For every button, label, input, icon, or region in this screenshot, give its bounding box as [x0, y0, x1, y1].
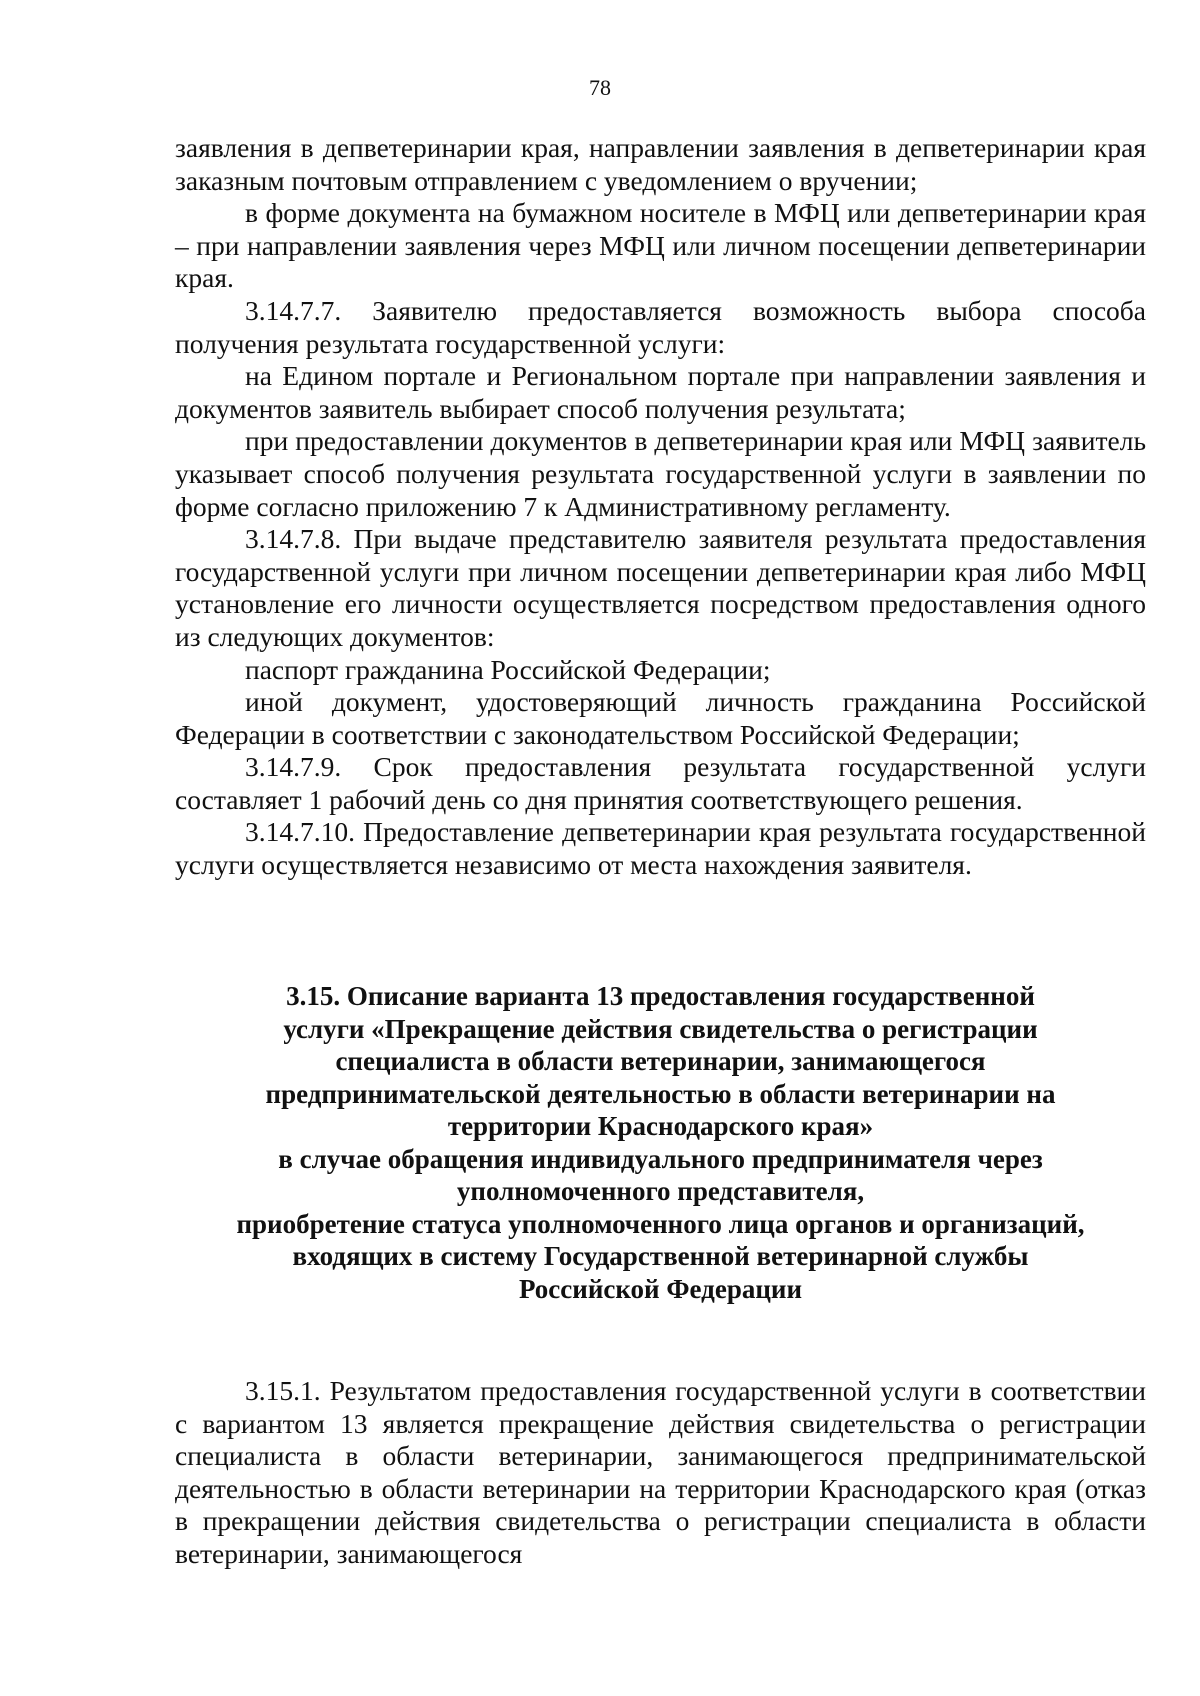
heading-line: услуги «Прекращение действия свидетельства о регистрации — [283, 1013, 1038, 1044]
heading-line: предпринимательской деятельностью в области ветеринарии на — [265, 1078, 1056, 1109]
paragraph-6: 3.14.7.8. При выдаче представителю заявителя результата предоставления государственной услуги при личном посещении депветеринарии края либо МФЦ установление его личности осуществляется посредством предоставления одного из следующих документов: — [175, 523, 1146, 652]
heading-line: территории Краснодарского края» — [447, 1111, 874, 1141]
heading-line: Российской Федерации — [518, 1273, 803, 1304]
paragraph-5: при предоставлении документов в депветеринарии края или МФЦ заявитель указывает способ получения результата государственной услуги в заявлении по форме согласно приложению 7 к Административному регламенту. — [175, 425, 1146, 522]
heading-line: входящих в систему Государственной ветеринарной службы — [292, 1241, 1029, 1271]
paragraph-3: 3.14.7.7. Заявителю предоставляется возможность выбора способа получения результата государственной услуги: — [175, 294, 1146, 359]
paragraph-2: в форме документа на бумажном носителе в МФЦ или депветеринарии края – при направлении заявления через МФЦ или личном посещении депветеринарии края. — [175, 197, 1146, 294]
paragraph-10: 3.14.7.10. Предоставление депветеринарии края результата государственной услуги осуществляется независимо от места нахождения заявителя. — [175, 816, 1146, 881]
page-number: 78 — [589, 75, 611, 100]
heading-line: в случае обращения индивидуального предпринимателя через — [278, 1143, 1043, 1174]
paragraph-4: на Едином портале и Региональном портале при направлении заявления и документов заявитель выбирает способ получения результата; — [175, 360, 1146, 424]
paragraph-1: заявления в депветеринарии края, направлении заявления в депветеринарии края заказным почтовым отправлением с уведомлением о вручении; — [175, 132, 1146, 196]
heading-line: 3.15. Описание варианта 13 предоставления государственной — [286, 981, 1035, 1011]
section-heading — [175, 980, 1146, 1305]
body-text-bottom — [175, 1375, 1146, 1571]
paragraph-11: 3.15.1. Результатом предоставления государственной услуги в соответствии с вариантом 13 является прекращение действия свидетельства о регистрации специалиста в области ветеринарии, занимающегося предпринимательской деятельностью в области ветеринарии на территории Краснодарского края (отказ в прекращении действия свидетельства о регистрации специалиста в области ветеринарии, занимающегося — [175, 1375, 1146, 1569]
heading-line: специалиста в области ветеринарии, занимающегося — [335, 1046, 986, 1076]
heading-line: приобретение статуса уполномоченного лица органов и организаций, — [236, 1208, 1085, 1239]
body-text-top — [175, 132, 1146, 882]
heading-line: уполномоченного представителя, — [456, 1176, 865, 1206]
paragraph-8: иной документ, удостоверяющий личность гражданина Российской Федерации в соответствии с законодательством Российской Федерации; — [175, 686, 1146, 750]
paragraph-7: паспорт гражданина Российской Федерации; — [245, 653, 771, 685]
paragraph-9: 3.14.7.9. Срок предоставления результата государственной услуги составляет 1 рабочий день со дня принятия соответствующего решения. — [175, 751, 1146, 815]
